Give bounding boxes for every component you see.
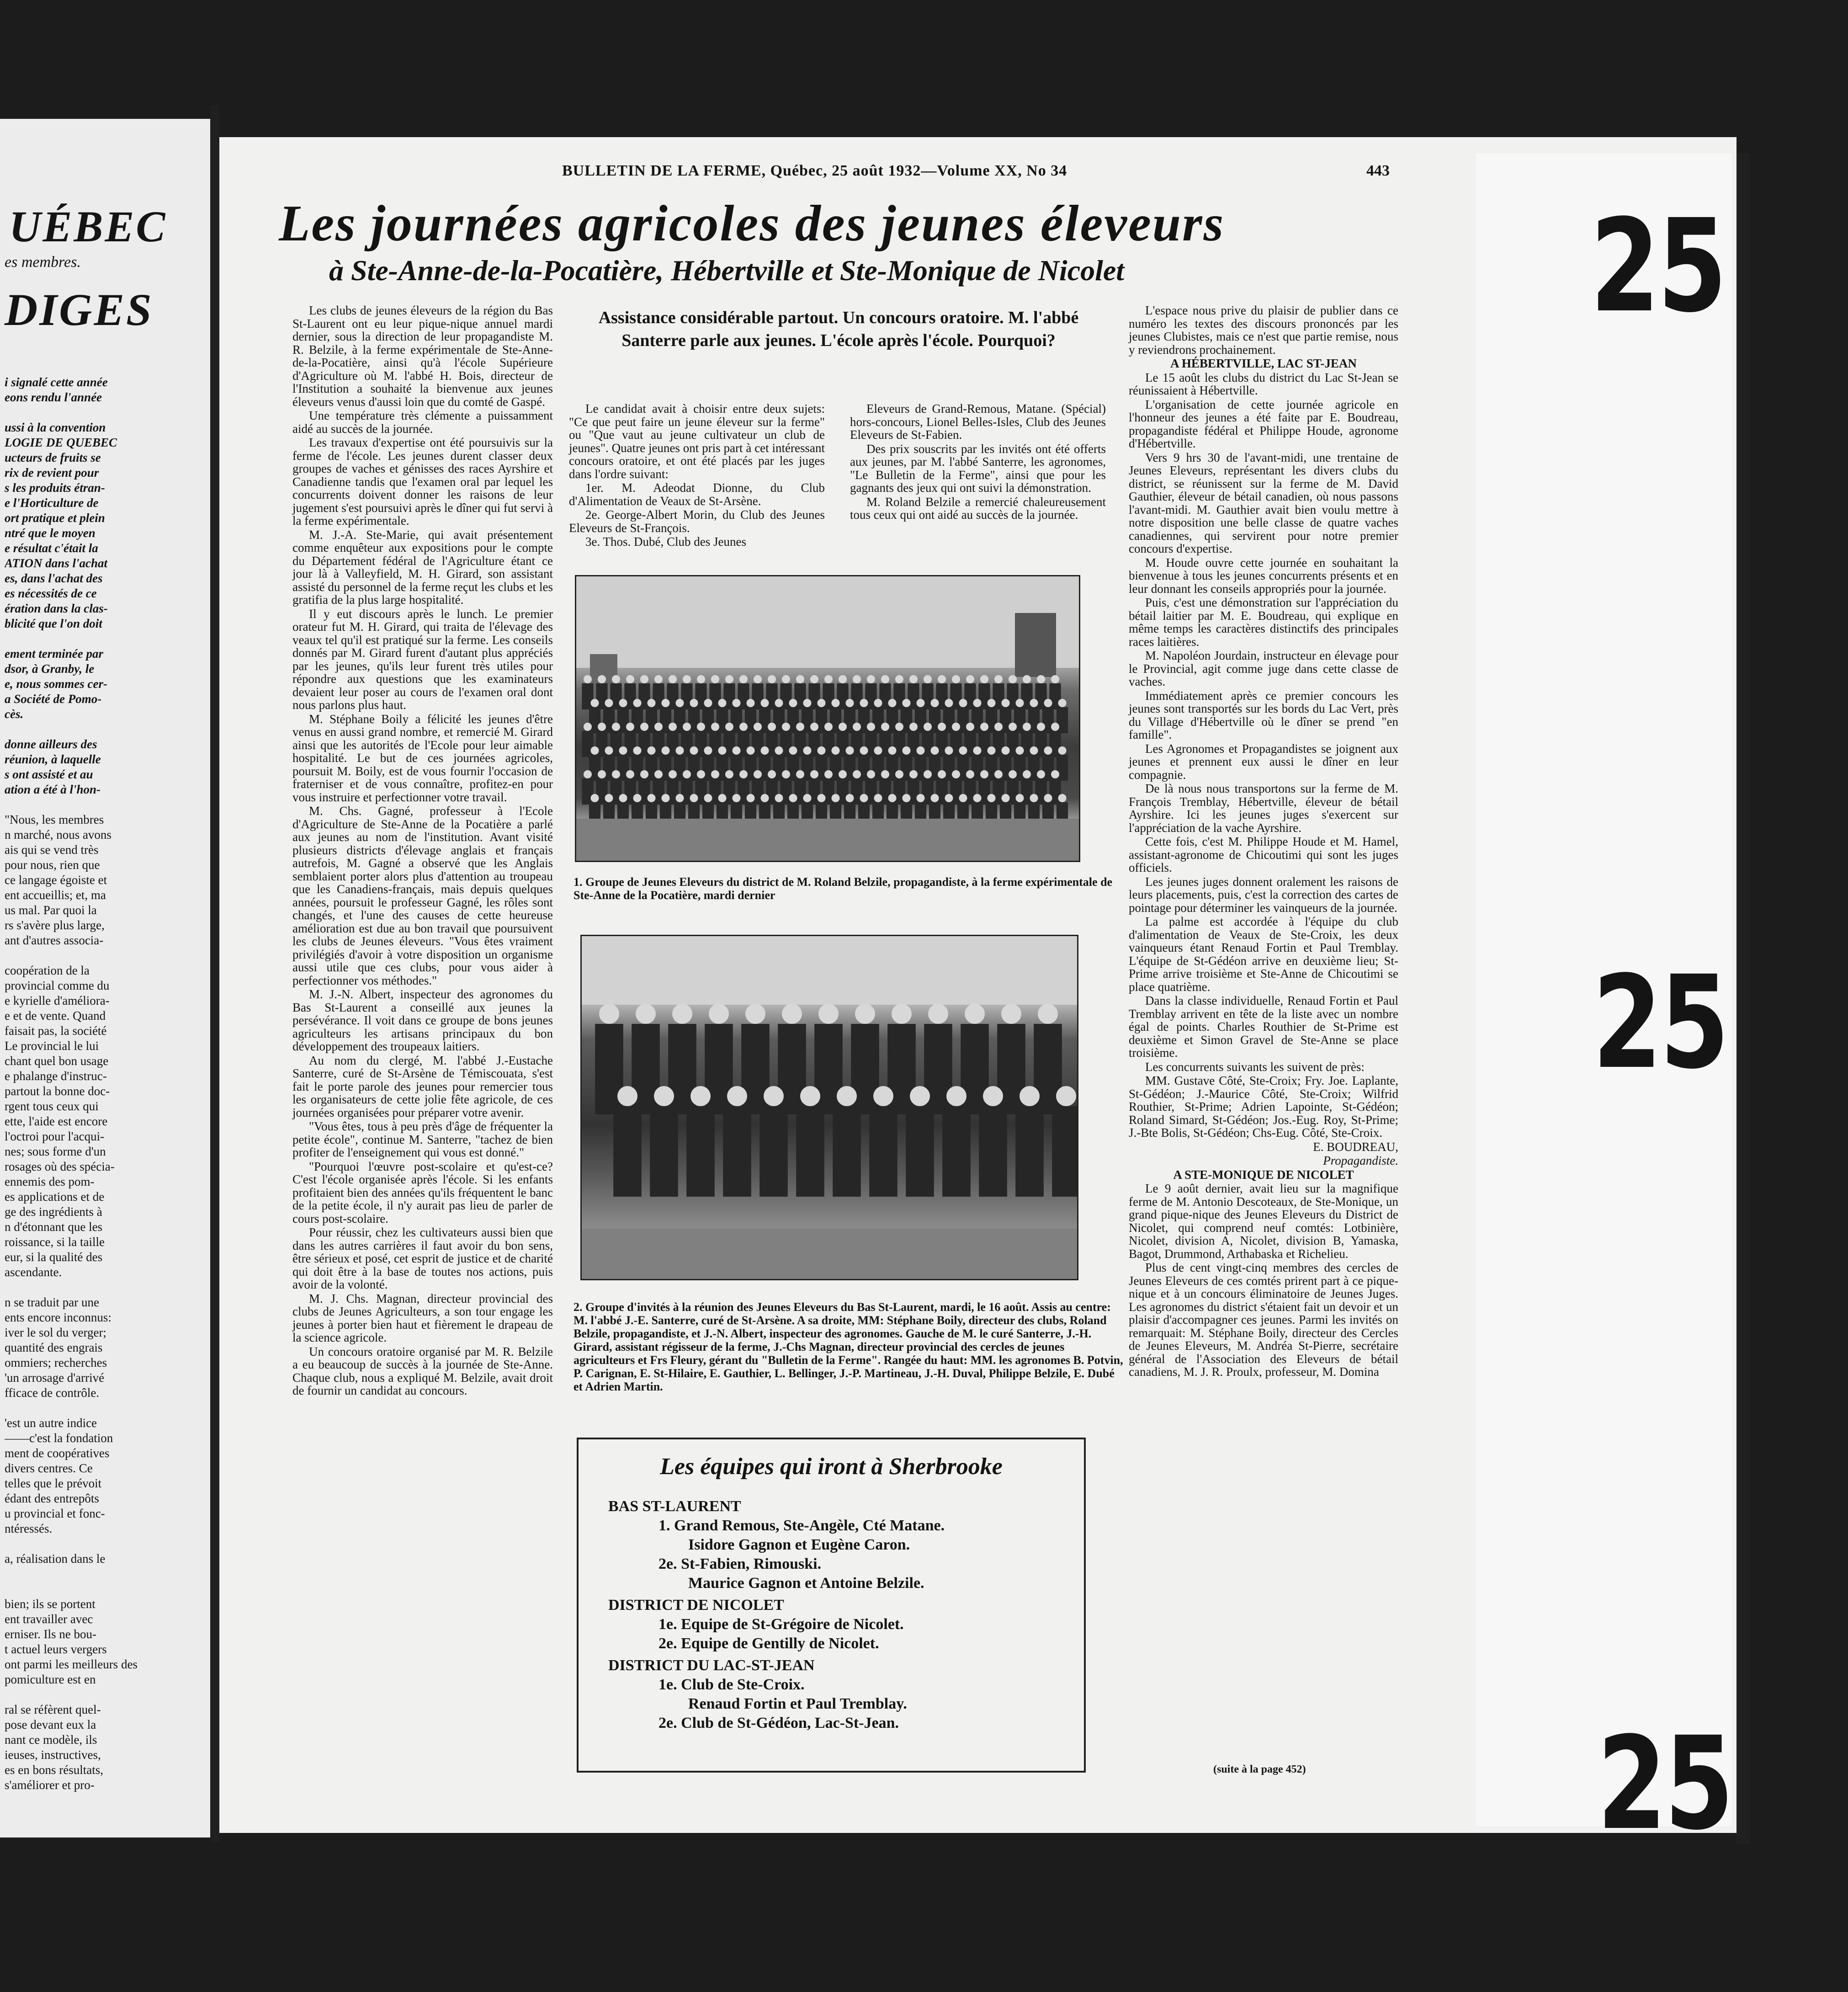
paragraph: MM. Gustave Côté, Ste-Croix; Fry. Joe. Laplante, St-Gédéon; J.-Maurice Côté, Ste-Croix; Wilfrid Routhier, St-Prime; Adrien Lapointe, St-Gédéon; Roland Simard, St-Gédéon; Jos.-Eug. Roy, St-Prime; J.-Bte Bolis, St-Gédéon; Chs-Eug. Côté, Ste-Croix. — [1129, 1074, 1398, 1140]
text-line: ement terminée par — [5, 647, 103, 660]
photo-caption-1: 1. Groupe de Jeunes Eleveurs du district de M. Roland Belzile, propagandiste, à la ferme expérimentale de Ste-Anne de la Pocatière, mardi dernier — [574, 875, 1113, 902]
paragraph: Vers 9 hrs 30 de l'avant-midi, une trentaine de Jeunes Eleveurs, représentant les divers clubs du district, se réunissent sur la ferme de M. David Gauthier, éleveur de bétail canadien, où nous passons l'avant-midi. M. Gauthier avait bien voulu mettre à notre disposition une belle classe de quatre vaches canadiennes, qui servirent pour notre premier concours d'expertise. — [1129, 450, 1398, 555]
text-line — [5, 1582, 206, 1597]
text-line: t actuel leurs vergers — [5, 1642, 107, 1656]
previous-page-heading-2: DIGES — [5, 284, 154, 335]
text-line: pomiculture est en — [5, 1672, 96, 1686]
section-heading: A HÉBERTVILLE, LAC ST-JEAN — [1170, 357, 1357, 370]
text-line: nant ce modèle, ils — [5, 1733, 97, 1747]
text-line: ort pratique et plein — [5, 511, 105, 525]
article-subtitle: à Ste-Anne-de-la-Pocatière, Hébertville et Ste-Monique de Nicolet — [329, 254, 1125, 287]
text-line — [5, 631, 206, 646]
paragraph: Un concours oratoire organisé par M. R. Belzile a eu beaucoup de succès à la journée de Ste-Anne. Chaque club, nous a expliqué M. Belzile, avait droit de fournir un candidat au concours. — [292, 1344, 553, 1397]
text-line — [5, 1687, 206, 1702]
page-number: 443 — [1366, 162, 1390, 179]
text-line: pour nous, rien que — [5, 858, 100, 872]
text-line: ussi à la convention — [5, 421, 106, 434]
teams-box-title: Les équipes qui iront à Sherbrooke — [660, 1454, 1003, 1480]
team-entry: 2e. St-Fabien, Rimouski. — [658, 1555, 822, 1572]
paragraph: Puis, c'est une démonstration sur l'appréciation du bétail laitier par M. E. Boudreau, qui explique en même temps les caractères distinctifs des principales races laitières. — [1129, 596, 1398, 649]
photo-caption-2: 2. Groupe d'invités à la réunion des Jeunes Eleveurs du Bas St-Laurent, mardi, le 16 août. Assis au centre: M. l'abbé J.-E. Santerre, curé de St-Arsène. A sa droite, MM: Stéphane Boily, directeur des clubs, Roland Belzile, propagandiste, et J.-N. Albert, inspecteur des agronomes. Gauche de M. le curé Santerre, J.-H. Girard, assistant régisseur de la ferme, J.-Chs Magnan, directeur provincial des cercles de jeunes agriculteurs et Frs Fleury, gérant du "Bulletin de la Ferme". Rangée du haut: MM. les agronomes B. Potvin, P. Carignan, E. St-Hilaire, E. Gauthier, L. Bellinger, J.-P. Martineau, J.-H. Duval, Philippe Belzile, E. Dubé et Adrien Martin. — [574, 1300, 1123, 1393]
section-heading: A STE-MONIQUE DE NICOLET — [1173, 1167, 1354, 1182]
article-deck: Assistance considérable partout. Un concours oratoire. M. l'abbé Santerre parle aux jeunes. L'école après l'école. Pourquoi? — [598, 308, 1079, 350]
paragraph: Les travaux d'expertise ont été poursuivis sur la ferme de l'école. Les jeunes durent classer deux groupes de vaches et génisses des races Ayrshire et Canadienne tandis que l'examen oral par lequel les concurrents doivent donner les raisons de leur jugement s'est poursuivi après le dîner qui fut servi à la ferme expérimentale. — [292, 436, 553, 527]
text-line: n d'étonnant que les — [5, 1220, 103, 1234]
text-line: ération dans la clas- — [5, 602, 108, 615]
text-line: s ont assisté et au — [5, 767, 93, 781]
paragraph: M. Roland Belzile a remercié chaleureusement tous ceux qui ont aidé au succès de la journée. — [850, 495, 1106, 522]
continuation-note: (suite à la page 452) — [1213, 1763, 1306, 1775]
paragraph: M. J. Chs. Magnan, directeur provincial des clubs de Jeunes Agriculteurs, a son tour engage les jeunes à porter bien haut et fièrement le drapeau de la science agricole. — [292, 1291, 553, 1344]
text-line: ommiers; recherches — [5, 1356, 107, 1369]
text-line — [5, 1401, 206, 1416]
page-gutter — [210, 105, 219, 1842]
text-line: nes; sous forme d'un — [5, 1145, 106, 1158]
previous-page-text — [5, 375, 206, 1793]
text-line: ation a été à l'hon- — [5, 783, 101, 796]
paragraph: Des prix souscrits par les invités ont été offerts aux jeunes, par M. l'abbé Santerre, les agronomes, "Le Bulletin de la Ferme", ainsi que pour les gagnants des jeux qui ont suivi la démonstration. — [850, 442, 1106, 495]
paragraph: Au nom du clergé, M. l'abbé J.-Eustache Santerre, curé de St-Arsène de Témiscouata, s'est fait le porte parole des jeunes pour remercier tous les organisateurs de cette jolie fête agricole, de ces journées organisées pour préparer votre avenir. — [292, 1053, 553, 1119]
paragraph: Eleveurs de Grand-Remous, Matane. (Spécial) hors-concours, Lionel Belles-Isles, Club des Jeunes Eleveurs de St-Fabien. — [850, 402, 1106, 442]
page-folio: BULLETIN DE LA FERME, Québec, 25 août 1932—Volume XX, No 34 — [562, 162, 1067, 179]
group-photo-2 — [580, 935, 1078, 1280]
text-line: chant quel bon usage — [5, 1054, 109, 1068]
teams-list — [608, 1494, 1065, 1733]
paragraph: La palme est accordée à l'équipe du club d'alimentation de Veaux de Ste-Croix, les deux vainqueurs étant Renaud Fortin et Paul Tremblay. L'équipe de St-Gédéon arrive en deuxième lieu; St-Prime arrive troisième et Ste-Anne de Chicoutimi se place quatrième. — [1129, 915, 1398, 994]
text-line: donne ailleurs des — [5, 737, 97, 751]
text-line: roissance, si la taille — [5, 1235, 105, 1249]
text-line: n marché, nous avons — [5, 828, 112, 842]
text-line: bien; ils se portent — [5, 1597, 96, 1611]
text-line — [5, 797, 206, 812]
text-line: dsor, à Granby, le — [5, 662, 95, 676]
text-line: coopération de la — [5, 964, 90, 977]
text-line: ment de coopératives — [5, 1446, 110, 1460]
previous-page-subhead: es membres. — [5, 254, 81, 271]
text-line: l'octroi pour l'acqui- — [5, 1129, 105, 1143]
text-line: ette, l'aide est encore — [5, 1114, 108, 1128]
text-line: ntéressés. — [5, 1522, 53, 1535]
team-entry: Isidore Gagnon et Eugène Caron. — [688, 1536, 910, 1553]
paragraph: L'organisation de cette journée agricole en l'honneur des jeunes a été faite par E. Boudreau, propagandiste fédéral et Philippe Houde, agronome d'Hébertville. — [1129, 397, 1398, 450]
team-entry: 1e. Club de Ste-Croix. — [658, 1676, 805, 1693]
text-line: ieuses, instructives, — [5, 1748, 101, 1762]
team-entry: 1. Grand Remous, Ste-Angèle, Cté Matane. — [658, 1517, 945, 1534]
text-line: es, dans l'achat des — [5, 571, 103, 585]
team-entry: 2e. Equipe de Gentilly de Nicolet. — [658, 1635, 879, 1652]
signature-title: Propagandiste. — [1323, 1154, 1398, 1167]
paragraph: M. J.-N. Albert, inspecteur des agronomes du Bas St-Laurent a conseillé aux jeunes la persévérance. Il voit dans ce groupe de bons jeunes agriculteurs les artisans principaux du bon développement des troupeaux laitiers. — [292, 987, 553, 1053]
paragraph: Immédiatement après ce premier concours les jeunes sont transportés sur les bords du Lac Vert, près du Village d'Hébertville où le dîner se prend "en famille". — [1129, 688, 1398, 741]
text-line: s'améliorer et pro- — [5, 1778, 95, 1792]
teams-box — [577, 1438, 1086, 1773]
previous-page-fragment — [0, 119, 215, 1838]
frame-number: 25 — [1590, 192, 1725, 341]
text-line — [5, 1536, 206, 1551]
paragraph: Les concurrents suivants les suivent de près: — [1145, 1060, 1365, 1074]
article-column-2a — [569, 402, 825, 549]
district-heading: DISTRICT DU LAC-ST-JEAN — [608, 1657, 815, 1674]
text-line: ent travailler avec — [5, 1612, 93, 1626]
text-line: 'est un autre indice — [5, 1416, 97, 1430]
text-line: édant des entrepôts — [5, 1491, 99, 1505]
text-line: faisait pas, la société — [5, 1024, 107, 1038]
text-line: erniser. Ils ne bou- — [5, 1627, 96, 1641]
paragraph: Le 15 août les clubs du district du Lac St-Jean se réunissaient à Hébertville. — [1129, 370, 1398, 397]
text-line: us mal. Par quoi la — [5, 903, 97, 917]
team-entry: 1e. Equipe de St-Grégoire de Nicolet. — [658, 1616, 904, 1633]
text-line: s les produits étran- — [5, 481, 105, 495]
paragraph: 3e. Thos. Dubé, Club des Jeunes — [585, 535, 746, 549]
text-line — [5, 722, 206, 737]
frame-number: 25 — [1593, 948, 1727, 1097]
text-line: eur, si la qualité des — [5, 1250, 103, 1264]
text-line: pose devant eux la — [5, 1718, 96, 1731]
paragraph: Dans la classe individuelle, Renaud Fortin et Paul Tremblay arrivent en tête de la liste avec un nombre égal de points. Charles Routhier de St-Prime est deuxième et Simon Gravel de Ste-Anne se place troisième. — [1129, 994, 1398, 1060]
text-line: 'un arrosage d'arrivé — [5, 1371, 105, 1385]
paragraph: Les clubs de jeunes éleveurs de la région du Bas St-Laurent ont eu leur pique-nique annuel mardi dernier, sous la direction de leur propagandiste M. R. Belzile, à la ferme expérimentale de Ste-Anne-de-la-Pocatière, ainsi qu'à l'école Supérieure d'Agriculture où M. l'abbé H. Bois, directeur de l'Institution a souhaité la bienvenue aux jeunes éleveurs venus d'aussi loin que du comté de Gaspé. — [292, 304, 553, 409]
paragraph: De là nous nous transportons sur la ferme de M. François Tremblay, Hébertville, éleveur de bétail Ayrshire. Ici les jeunes juges s'exercent sur l'appréciation de la vache Ayrshire. — [1129, 782, 1398, 835]
paragraph: Cette fois, c'est M. Philippe Houde et M. Hamel, assistant-agronome de Chicoutimi qui sont les juges officiels. — [1129, 835, 1398, 874]
district-heading: BAS ST-LAURENT — [608, 1498, 741, 1515]
text-line: LOGIE DE QUEBEC — [5, 436, 117, 449]
paragraph: M. J.-A. Ste-Marie, qui avait présentement comme enquêteur aux expositions pour le compte du Département fédéral de l'Agriculture étant ce jour là à Valleyfield, M. H. Girard, son assistant assisté du personnel de la ferme reçut les clubs et les gratifia de la plus large hospitalité. — [292, 527, 553, 607]
paragraph: Une température très clémente a puissamment aidé au succès de la journée. — [292, 409, 553, 436]
text-line: n se traduit par une — [5, 1295, 99, 1309]
text-line: blicité que l'on doit — [5, 617, 102, 630]
paragraph: 2e. George-Albert Morin, du Club des Jeunes Eleveurs de St-François. — [569, 508, 825, 535]
article-title: Les journées agricoles des jeunes éleveurs — [279, 195, 1225, 252]
text-line: ge des ingrédients à — [5, 1205, 102, 1219]
text-line — [5, 1280, 206, 1295]
team-entry: Renaud Fortin et Paul Tremblay. — [688, 1695, 907, 1712]
text-line: ents encore inconnus: — [5, 1310, 112, 1324]
paragraph: 1er. M. Adeodat Dionne, du Club d'Alimentation de Veaux de St-Arsène. — [569, 481, 825, 508]
text-line: rix de revient pour — [5, 466, 99, 479]
paragraph: M. Houde ouvre cette journée en souhaitant la bienvenue à tous les jeunes concurrents présents et en leur donnant les conseils appropriés pour la journée. — [1129, 555, 1398, 596]
text-line: cès. — [5, 707, 24, 721]
text-line: fficace de contrôle. — [5, 1386, 100, 1400]
frame-number: 25 — [1597, 1710, 1732, 1859]
article-column-3 — [1129, 304, 1398, 1379]
paragraph: Les Agronomes et Propagandistes se joignent aux jeunes et prennent eux aussi le dîner en leur compagnie. — [1129, 741, 1398, 782]
text-line: e kyrielle d'améliora- — [5, 994, 110, 1007]
text-line: e et de vente. Quand — [5, 1009, 106, 1023]
paragraph: Il y eut discours après le lunch. Le premier orateur fut M. H. Girard, qui traita de l'élevage des veaux tel qu'il est pratiqué sur la ferme. Les conseils donnés par M. Girard furent d'autant plus appréciés par les jeunes, qu'ils leur furent très utiles pour répondre aux questions que les examinateurs devaient leur poser au cours de l'examen oral dont nous parlons plus haut. — [292, 607, 553, 712]
frame-edge — [1736, 153, 1750, 1844]
group-photo-1 — [575, 575, 1080, 862]
text-line — [5, 1566, 206, 1582]
text-line: e résultat c'était la — [5, 541, 98, 555]
text-line: rosages où des spécia- — [5, 1160, 115, 1173]
text-line: ucteurs de fruits se — [5, 451, 101, 464]
team-entry: 2e. Club de St-Gédéon, Lac-St-Jean. — [658, 1715, 899, 1731]
text-line: eons rendu l'année — [5, 390, 102, 404]
paragraph: M. Napoléon Jourdain, instructeur en élevage pour le Provincial, agit comme juge dans cette classe de vaches. — [1129, 649, 1398, 688]
text-line: a Société de Pomo- — [5, 692, 102, 706]
text-line: partout la bonne doc- — [5, 1084, 110, 1098]
text-line: divers centres. Ce — [5, 1461, 93, 1475]
text-line: "Nous, les membres — [5, 813, 104, 826]
paragraph: "Vous êtes, tous à peu près d'âge de fréquenter la petite école", continue M. Santerre, "tachez de bien profiter de l'enseignement qui vous est donné." — [292, 1119, 553, 1159]
text-line: provincial comme du — [5, 979, 110, 992]
text-line: ais qui se vend très — [5, 843, 99, 857]
text-line: rs s'avère plus large, — [5, 918, 105, 932]
text-line: i signalé cette année — [5, 375, 108, 389]
text-line: quantité des engrais — [5, 1341, 103, 1354]
text-line: ATION dans l'achat — [5, 556, 108, 570]
text-line: ent accueillis; et, ma — [5, 888, 106, 902]
previous-page-heading: UÉBEC — [9, 202, 167, 251]
paragraph: Les jeunes juges donnent oralement les raisons de leurs placements, puis, c'est la correction des cartes de pointage pour déterminer les vainqueurs de la journée. — [1129, 874, 1398, 915]
text-line: e phalange d'instruc- — [5, 1069, 107, 1083]
paragraph: Le 9 août dernier, avait lieu sur la magnifique ferme de M. Antonio Descoteaux, de Ste-Monique, un grand pique-nique des Jeunes Eleveurs du District de Nicolet, qui comprend neuf comtés: Lotbinière, Nicolet, division A, Nicolet, division B, Yamaska, Bagot, Drummond, Arthabaska et Richelieu. — [1129, 1182, 1398, 1261]
text-line: ce langage égoiste et — [5, 873, 107, 887]
team-entry: Maurice Gagnon et Antoine Belzile. — [688, 1575, 924, 1592]
text-line: iver le sol du verger; — [5, 1326, 106, 1339]
text-line: e l'Horticulture de — [5, 496, 99, 510]
text-line: es nécessités de ce — [5, 586, 97, 600]
paragraph: Le candidat avait à choisir entre deux sujets: "Ce que peut faire un jeune éleveur sur la ferme" ou "Que vaut au jeune cultivateur un club de jeunes". Quatre jeunes ont pris part à cet intéressant concours oratoire, et ont été placés par les juges dans l'ordre suivant: — [569, 402, 825, 481]
text-line: ascendante. — [5, 1265, 62, 1279]
text-line: ennemis des pom- — [5, 1175, 95, 1188]
text-line: ont parmi les meilleurs des — [5, 1657, 138, 1671]
text-line: es en bons résultats, — [5, 1763, 103, 1777]
paragraph: "Pourquoi l'œuvre post-scolaire et qu'est-ce? C'est l'école organisée après l'école. Si les enfants profitaient bien des années qu'ils fréquentent le banc de la petite école, il n'y aurait pas lieu de parler de cours post-scolaire. — [292, 1159, 553, 1225]
text-line — [5, 405, 206, 420]
district-heading: DISTRICT DE NICOLET — [608, 1597, 784, 1614]
paragraph: M. Chs. Gagné, professeur à l'Ecole d'Agriculture de Ste-Anne de la Pocatière a parlé aux jeunes au nom de l'institution. Avant visité plusieurs districts d'élevage anglais et français autrefois, M. Gagné a observé que les Anglais semblaient porter alors plus d'attention au troupeau que les Canadiens-français, mais depuis quelques années, poursuit le professeur Gagné, les rôles sont changés, et l'une des causes de cette heureuse amélioration est due au bon travail que poursuivent les clubs de Jeunes éleveurs. "Vous êtes vraiment privilégiés d'avoir à votre disposition un organisme aussi utile que ces clubs, pour vous aider à perfectionner vos méthodes." — [292, 804, 553, 987]
signature-name: E. BOUDREAU, — [1313, 1140, 1398, 1154]
article-column-2b — [850, 402, 1106, 522]
text-line: rgent tous ceux qui — [5, 1099, 99, 1113]
paragraph: Plus de cent vingt-cinq membres des cercles de Jeunes Eleveurs de ces comtés prirent part à ce pique-nique et à un concours éliminatoire de Jeunes Juges. Les agronomes du district s'étaient fait un devoir et un plaisir d'accompagner ces jeunes. Parmi les invités on remarquait: M. Stéphane Boily, directeur des Cercles de Jeunes Eleveurs, M. Andréa St-Pierre, secrétaire général de l'Association des Eleveurs de bétail canadiens, M. J. R. Proulx, professeur, M. Domina — [1129, 1261, 1398, 1379]
paragraph: M. Stéphane Boily a félicité les jeunes d'être venus en aussi grand nombre, et remercié M. Girard ainsi que les autorités de l'Ecole pour leur aimable hospitalité. Le but de ces journées agricoles, poursuit M. Boily, est de vous fournir l'occasion de fraterniser et de vous connaître, profitez-en pour vous instruire et perfectionner votre travail. — [292, 712, 553, 804]
article-column-1 — [292, 304, 553, 1398]
text-line: ant d'autres associa- — [5, 933, 104, 947]
text-line: e, nous sommes cer- — [5, 677, 107, 691]
text-line — [5, 948, 206, 963]
text-line: es applications et de — [5, 1190, 105, 1204]
paragraph: Pour réussir, chez les cultivateurs aussi bien que dans les autres carrières il faut avoir du bon sens, être sérieux et posé, cet esprit de justice et de charité qui doit être à la base de toutes nos actions, puis avoir de la volonté. — [292, 1225, 553, 1291]
paragraph: L'espace nous prive du plaisir de publier dans ce numéro les textes des discours prononcés par les jeunes Clubistes, mais ce n'est que partie remise, nous y reviendrons prochainement. — [1129, 304, 1398, 357]
text-line: réunion, à laquelle — [5, 752, 101, 766]
text-line: telles que le prévoit — [5, 1476, 102, 1490]
text-line: Le provincial le lui — [5, 1039, 99, 1053]
text-line: ral se réfèrent quel- — [5, 1703, 101, 1716]
text-line: a, réalisation dans le — [5, 1552, 106, 1566]
text-line: ——c'est la fondation — [5, 1431, 113, 1445]
text-line: ntré que le moyen — [5, 526, 96, 540]
text-line: u provincial et fonc- — [5, 1507, 105, 1520]
